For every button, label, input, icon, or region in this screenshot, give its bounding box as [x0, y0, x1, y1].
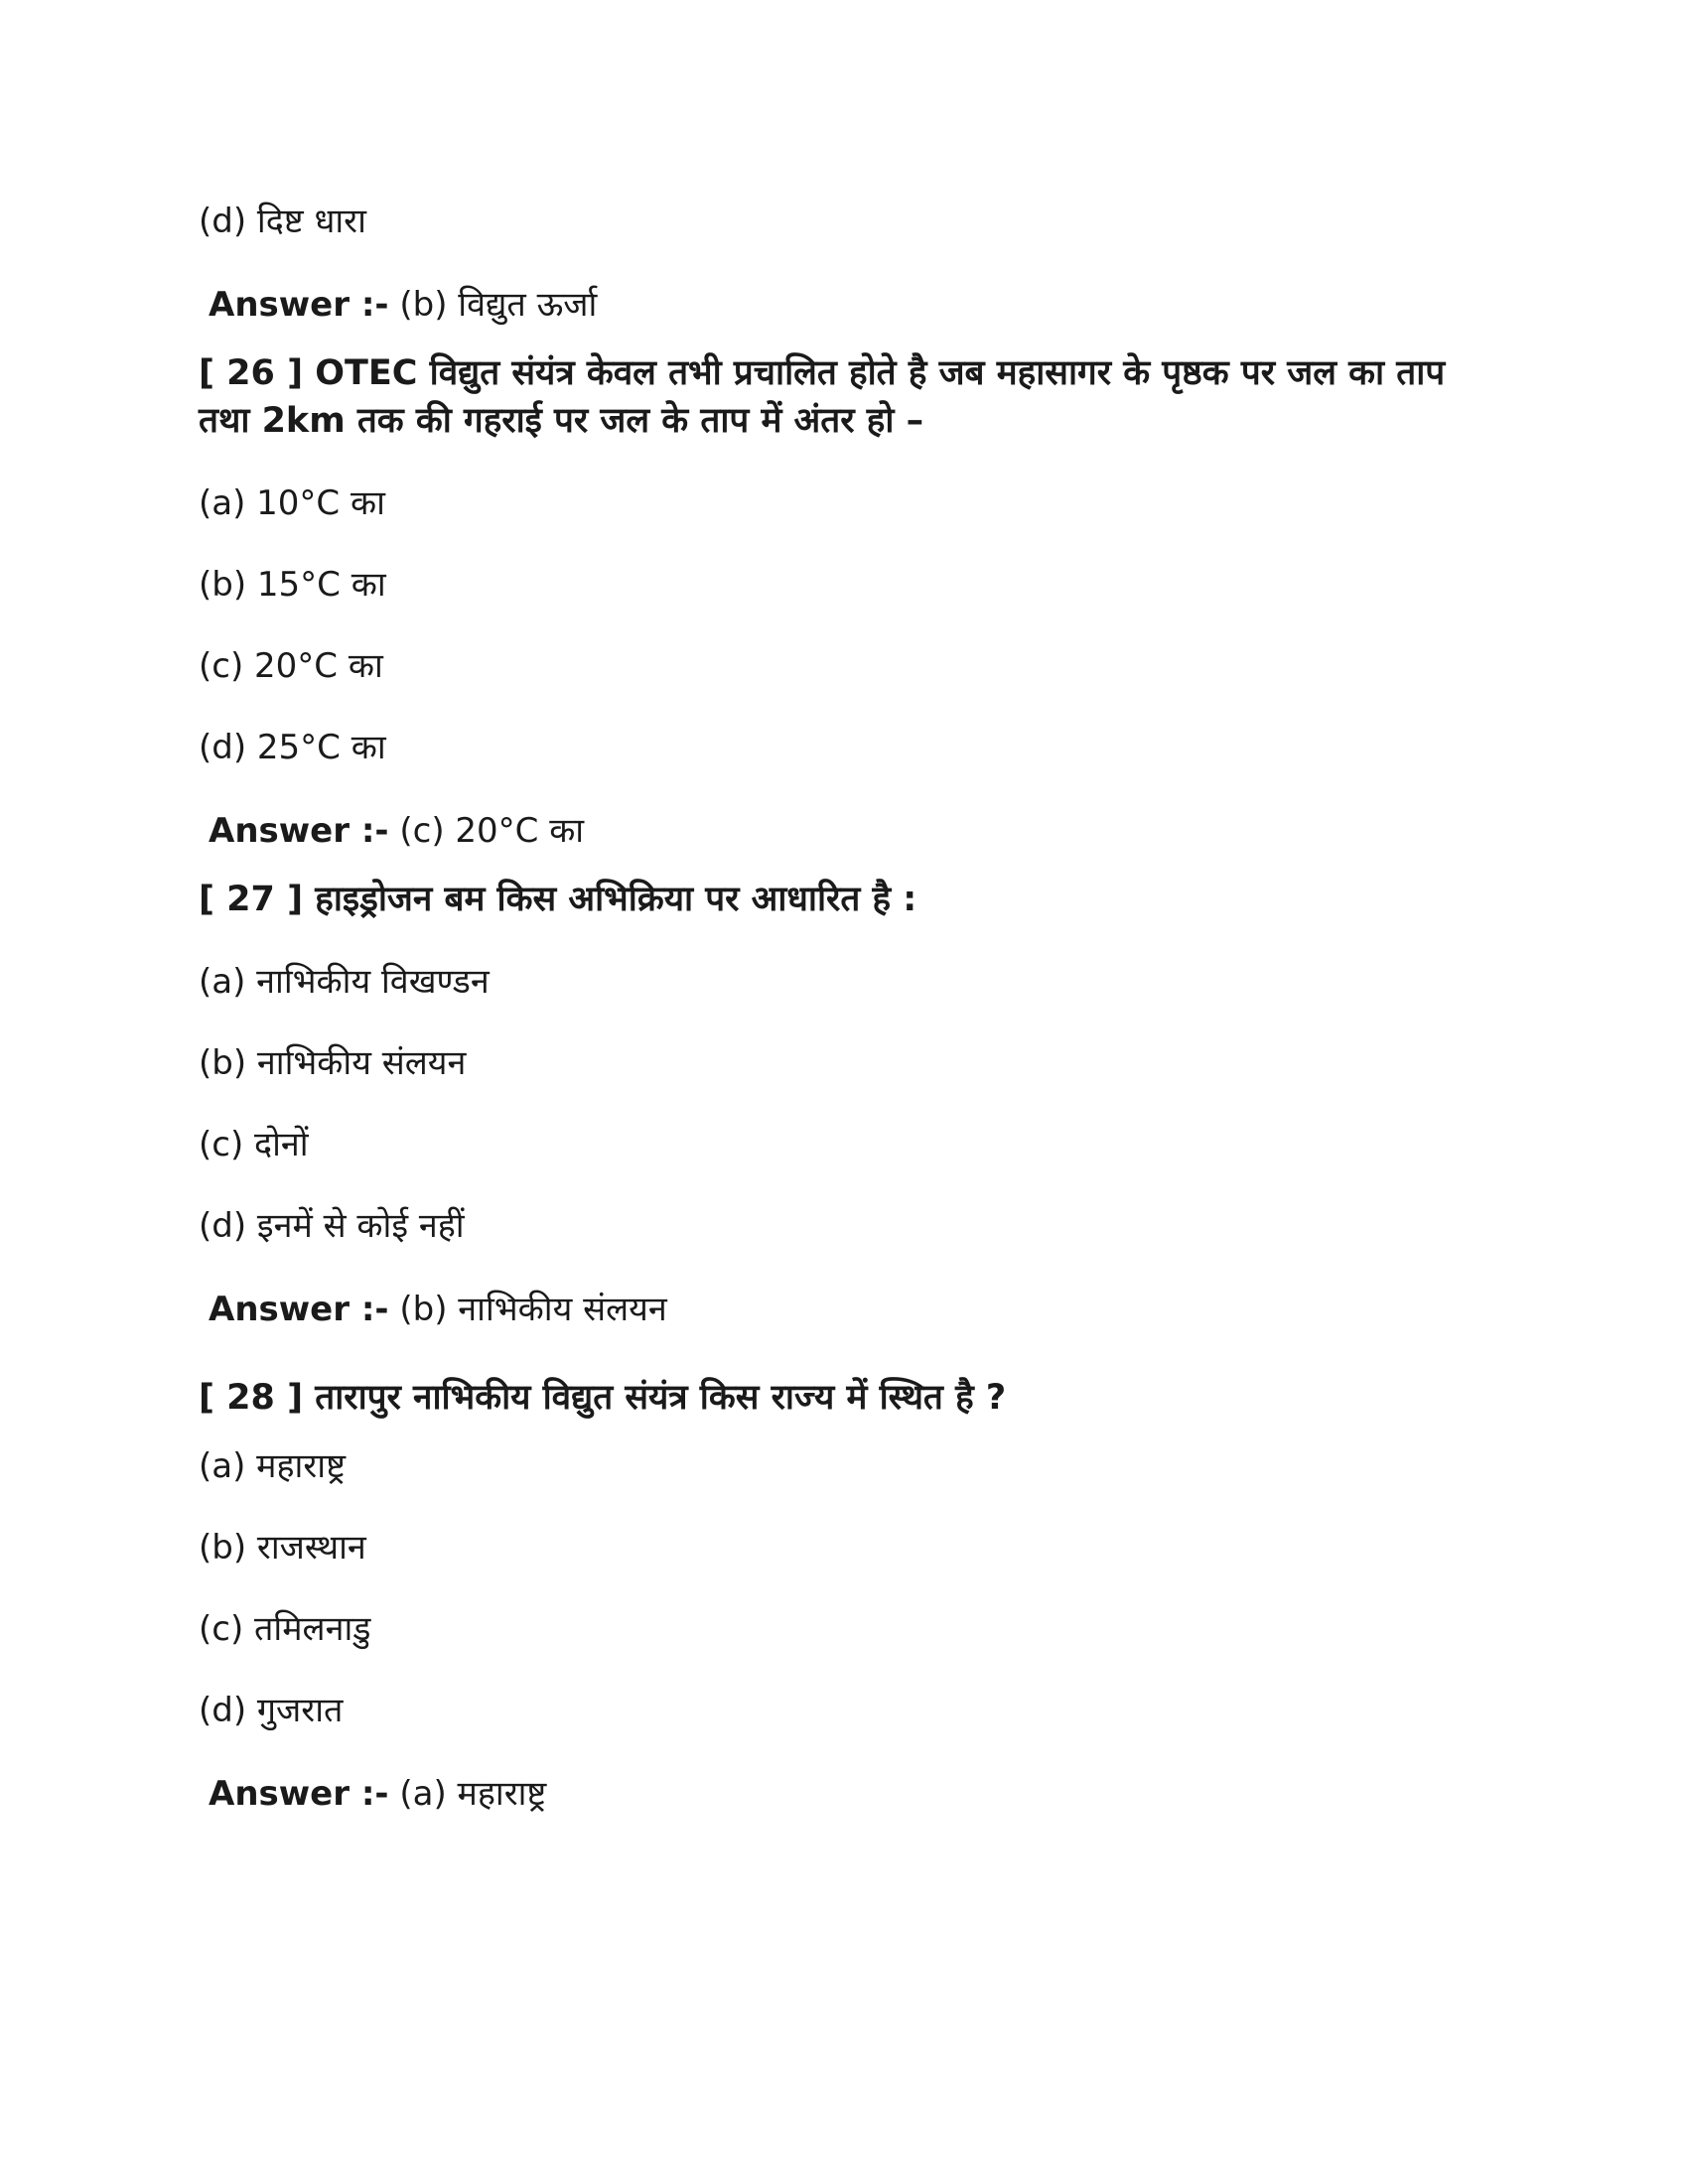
answer-label: Answer :-	[209, 1774, 389, 1814]
q26-option-d: (d) 25°C का	[199, 728, 386, 767]
answer-text: (a) महाराष्ट्र	[388, 1774, 547, 1814]
q27-option-a: (a) नाभिकीय विखण्डन	[199, 962, 490, 1002]
answer-label: Answer :-	[209, 285, 389, 325]
question-26: [ 26 ] OTEC विद्युत संयंत्र केवल तभी प्रचालित होते है जब महासागर के पृष्ठक पर जल का ताप तथा 2km तक की गहराई पर जल के ताप में अंतर हो –	[199, 353, 1446, 441]
question-28: [ 28 ] तारापुर नाभिकीय विद्युत संयंत्र किस राज्य में स्थित है ?	[199, 1378, 1007, 1418]
answer-text: (c) 20°C का	[388, 811, 585, 851]
answer-label: Answer :-	[209, 1290, 389, 1329]
q28-option-a: (a) महाराष्ट्र	[199, 1446, 346, 1486]
q26-answer	[209, 808, 584, 854]
answer-text: (b) विद्युत ऊर्जा	[388, 285, 598, 325]
q28-answer	[209, 1771, 546, 1817]
q28-option-c: (c) तमिलनाडु	[199, 1609, 371, 1649]
answer-label: Answer :-	[209, 811, 389, 851]
question-27: [ 27 ] हाइड्रोजन बम किस अभिक्रिया पर आधारित है :	[199, 880, 917, 919]
q27-option-c: (c) दोनों	[199, 1125, 309, 1164]
answer-previous	[209, 282, 597, 328]
option-d-previous: (d) दिष्ट धारा	[199, 202, 366, 241]
q26-option-c: (c) 20°C का	[199, 646, 383, 686]
q28-option-b: (b) राजस्थान	[199, 1528, 366, 1568]
q27-answer	[209, 1287, 667, 1332]
q27-option-d: (d) इनमें से कोई नहीं	[199, 1206, 465, 1246]
q28-option-d: (d) गुजरात	[199, 1691, 344, 1730]
q27-option-b: (b) नाभिकीय संलयन	[199, 1043, 467, 1083]
answer-text: (b) नाभिकीय संलयन	[388, 1290, 667, 1329]
q26-option-a: (a) 10°C का	[199, 483, 385, 523]
q26-option-b: (b) 15°C का	[199, 565, 386, 605]
